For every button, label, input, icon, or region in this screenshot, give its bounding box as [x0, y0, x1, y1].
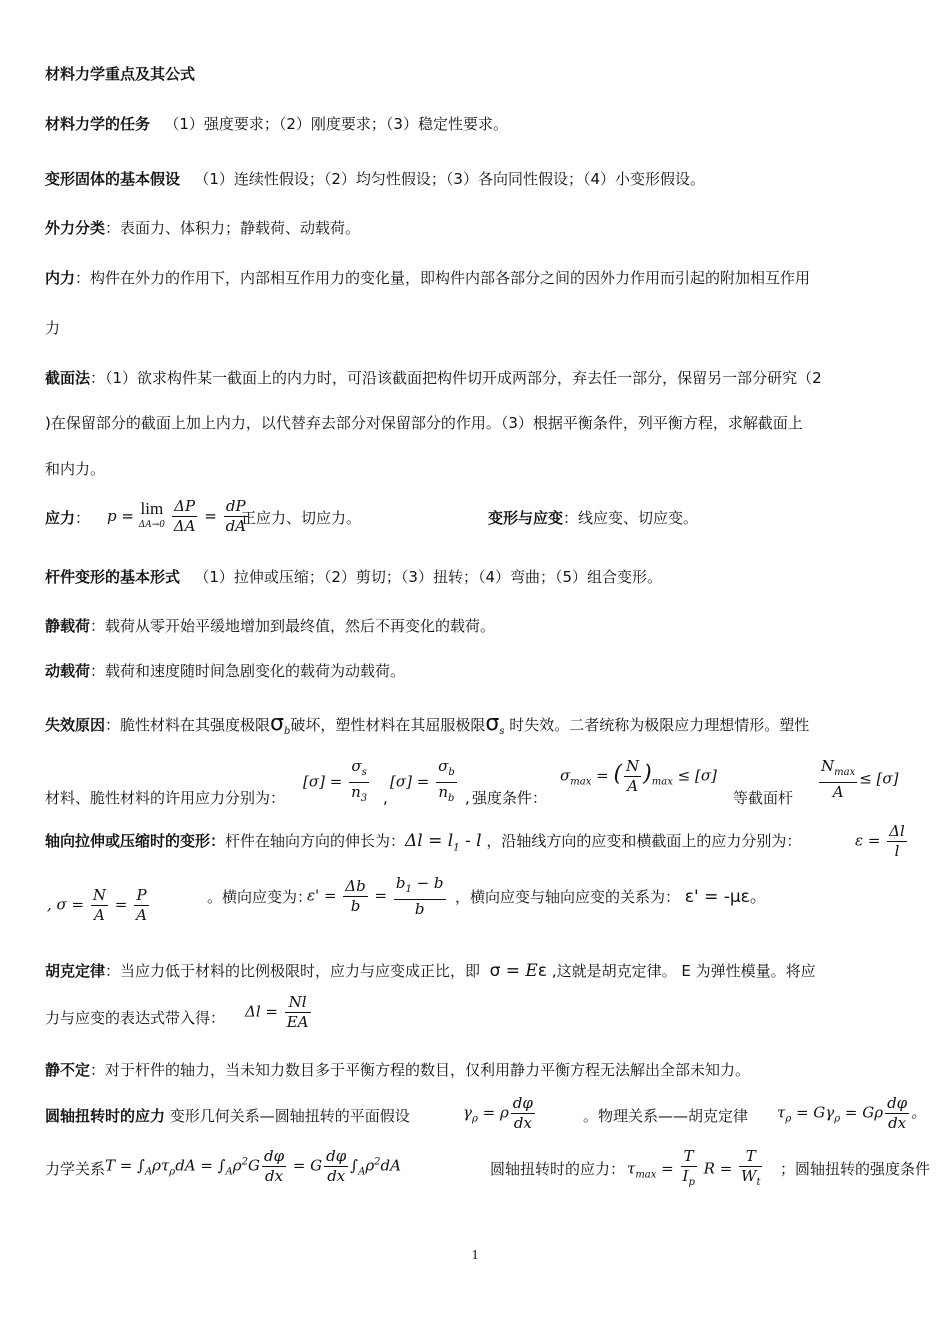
dynamic-load-text: ：载荷和速度随时间急剧变化的载荷为动载荷。 — [90, 662, 406, 680]
rod-heading: 杆件变形的基本形式 — [45, 568, 181, 586]
deform-heading: 变形与应变 — [488, 509, 564, 527]
indeterminate-heading: 静不定 — [45, 1061, 91, 1079]
internal-heading: 内力 — [45, 269, 76, 287]
failure-text-3: 时失效。二者统称为极限应力理想情形。塑性 — [509, 716, 810, 734]
hooke-text-1: ：当应力低于材料的比例极限时，应力与应变成正比，即 — [105, 962, 481, 980]
section-heading: 截面法 — [45, 369, 91, 387]
elongation-formula: Δl = $\frac{Nl}{EA}$ — [245, 993, 309, 1031]
hooke-line1 — [45, 960, 907, 982]
torsion-heading: 圆轴扭转时的应力 — [45, 1107, 166, 1125]
torsion-text-4: 圆轴扭转时的应力： — [490, 1160, 626, 1178]
failure-text-4: 材料、脆性材料的许用应力分别为： — [45, 789, 286, 807]
hooke-shear-formula: $\tau_\rho = G\gamma_\rho = G\rho$ $\frac{d\varphi}{dx}$ 。 — [777, 1094, 927, 1132]
axial-line2: , σ = $\frac{N}{A}$ = $\frac{P}{A}$ 。横向应变为： ε' = $\frac{\Delta b}{b}$ = $\frac{b_1 - b}{b}$ ，横向应变与轴向应变的关系为： ε' = -με。 — [47, 874, 767, 924]
dynamic-load-heading: 动载荷 — [45, 662, 91, 680]
assumptions-text: （1）连续性假设；（2）均匀性假设；（3）各向同性假设；（4）小变形假设。 — [194, 170, 706, 188]
external-force-paragraph — [45, 217, 907, 239]
failure-line2: 材料、脆性材料的许用应力分别为： [σ] = $\frac{\sigma_s}{n_3}$ , [σ] = $\frac{\sigma_b}{n_b}$ , 强度条件： $\sigma_{max}$ = ( $\frac{N}{A}$ )$_{max} \le [\sigma]$ 等截面杆 $\frac{N_{max}}{A}$ ≤ [σ] — [45, 757, 899, 807]
static-load-paragraph — [45, 615, 907, 637]
axial-heading: 轴向拉伸或压缩时的变形： — [45, 832, 226, 850]
assumptions-heading: 变形固体的基本假设 — [45, 170, 181, 188]
static-load-text: ：载荷从零开始平缓地增加到最终值，然后不再变化的载荷。 — [90, 617, 496, 635]
hooke-text-2: ,这就是胡克定律。 E 为弹性模量。将应 — [551, 962, 816, 980]
strength-condition: $\sigma_{max}$ = ( $\frac{N}{A}$ )$_{max} \le [\sigma]$ — [560, 757, 717, 795]
axial-stress-formula: , σ = $\frac{N}{A}$ = $\frac{P}{A}$ — [47, 886, 147, 924]
section-text-1: ：（1）欲求构件某一截面上的内力时，可沿该截面把构件切开成两部分，弃去任一部分，保留另一部分研究（2 — [90, 369, 822, 387]
stress-colon: ： — [75, 509, 91, 527]
hooke-heading: 胡克定律 — [45, 962, 106, 980]
strain-relation: ε' = -με。 — [684, 887, 767, 907]
axial-text-2: 沿轴线方向的应变和横截面上的应力分别为： — [501, 832, 802, 850]
assumptions-paragraph — [45, 168, 907, 190]
deform-text: ：线应变、切应变。 — [563, 509, 699, 527]
section-text-2: )在保留部分的截面上加上内力，以代替弃去部分对保留部分的作用。（3）根据平衡条件，列平衡方程，求解截面上 — [45, 414, 803, 432]
tasks-paragraph — [45, 113, 907, 135]
stress-formula: p = lim ΔA→0 $\frac{\Delta P}{\Delta A}$ = $\frac{dP}{dA}$ — [107, 497, 246, 535]
indeterminate-paragraph — [45, 1059, 907, 1081]
hooke-line2 — [45, 993, 907, 1037]
stress-heading: 应力 — [45, 509, 76, 527]
allowable-stress-plastic: [σ] = $\frac{\sigma_s}{n_3}$ — [303, 757, 368, 804]
tasks-text: （1）强度要求；（2）刚度要求；（3）稳定性要求。 — [164, 115, 508, 133]
axial-line1: 轴向拉伸或压缩时的变形：杆件在轴向方向的伸长为：$\Delta l = l_1 - l$ ，沿轴线方向的应变和横截面上的应力分别为： ε = $\frac{\Delta l}{l}$ — [45, 822, 907, 862]
indeterminate-text: ：对于杆件的轴力，当未知力数目多于平衡方程的数目，仅利用静力平衡方程无法解出全部未知力。 — [90, 1061, 751, 1079]
axial-text-4: ，横向应变与轴向应变的关系为： — [455, 888, 681, 906]
failure-line1: 失效原因：脆性材料在其强度极限$\sigma_b$破坏，塑性材料在其屈服极限$\sigma_s$ 时失效。二者统称为极限应力理想情形。塑性 — [45, 711, 810, 737]
tasks-heading: 材料力学的任务 — [45, 115, 151, 133]
rod-text: （1）拉伸或压缩；（2）剪切；（3）扭转；（4）弯曲；（5）组合变形。 — [194, 568, 663, 586]
internal-text-1: ：构件在外力的作用下，内部相互作用力的变化量，即构件内部各部分之间的因外力作用而引起的附加相互作用 — [75, 269, 811, 287]
dynamic-load-paragraph — [45, 660, 907, 682]
page-title: 材料力学重点及其公式 — [45, 65, 196, 83]
failure-text-6: 等截面杆 — [733, 789, 794, 807]
axial-text-1: 杆件在轴向方向的伸长为： — [225, 832, 406, 850]
internal-text-2: 力 — [45, 319, 61, 337]
page-number: 1 — [471, 1248, 479, 1263]
allowable-stress-brittle: [σ] = $\frac{\sigma_b}{n_b}$ — [390, 757, 455, 804]
torsion-text-3: 力学关系 — [45, 1160, 106, 1178]
rod-paragraph — [45, 566, 907, 588]
torque-formula: $T = \int_A\rho\tau_\rho dA = \int_A\rho^2G$ $\frac{d\varphi}{dx}$ = G $\frac{d\varphi}{dx}$ $\int_A\rho^2dA$ — [105, 1147, 401, 1185]
max-shear-formula: $\tau_{max}$ = $\frac{T}{I_p}$ R = $\frac{T}{W_t}$ — [627, 1147, 761, 1188]
shear-strain-formula: $\gamma_\rho = \rho$ $\frac{d\varphi}{dx}$ — [463, 1094, 533, 1132]
axial-text-3: 横向应变为： — [222, 888, 313, 906]
external-heading: 外力分类 — [45, 219, 106, 237]
stress-paragraph — [45, 497, 907, 541]
hooke-text-3: 力与应变的表达式带入得： — [45, 1009, 226, 1027]
stress-types: 正应力、切应力。 — [241, 509, 362, 527]
torsion-text-2: 。物理关系——胡克定律 — [583, 1107, 749, 1125]
torsion-line2 — [45, 1145, 931, 1195]
failure-text-1: ：脆性材料在其强度极限 — [105, 716, 271, 734]
section-text-3: 和内力。 — [45, 460, 106, 478]
uniform-rod-condition: $\frac{N_{max}}{A}$ ≤ [σ] — [821, 757, 899, 801]
hooke-formula: σ = Eε — [489, 961, 548, 981]
axial-strain-formula: ε = $\frac{\Delta l}{l}$ — [855, 822, 905, 860]
external-text: ：表面力、体积力；静载荷、动载荷。 — [105, 219, 361, 237]
lateral-strain-formula: ε' = $\frac{\Delta b}{b}$ = $\frac{b_1 - b}{b}$ — [307, 874, 444, 918]
failure-text-2: 破坏，塑性材料在其屈服极限 — [290, 716, 486, 734]
failure-heading: 失效原因 — [45, 716, 106, 734]
torsion-line1 — [45, 1092, 927, 1140]
section-line1 — [45, 367, 907, 389]
torsion-text-1: 变形几何关系—圆轴扭转的平面假设 — [169, 1107, 410, 1125]
internal-force-line1 — [45, 267, 907, 289]
static-load-heading: 静载荷 — [45, 617, 91, 635]
torsion-text-5: ；圆轴扭转的强度条件 — [780, 1160, 931, 1178]
failure-text-5: 强度条件： — [472, 789, 548, 807]
